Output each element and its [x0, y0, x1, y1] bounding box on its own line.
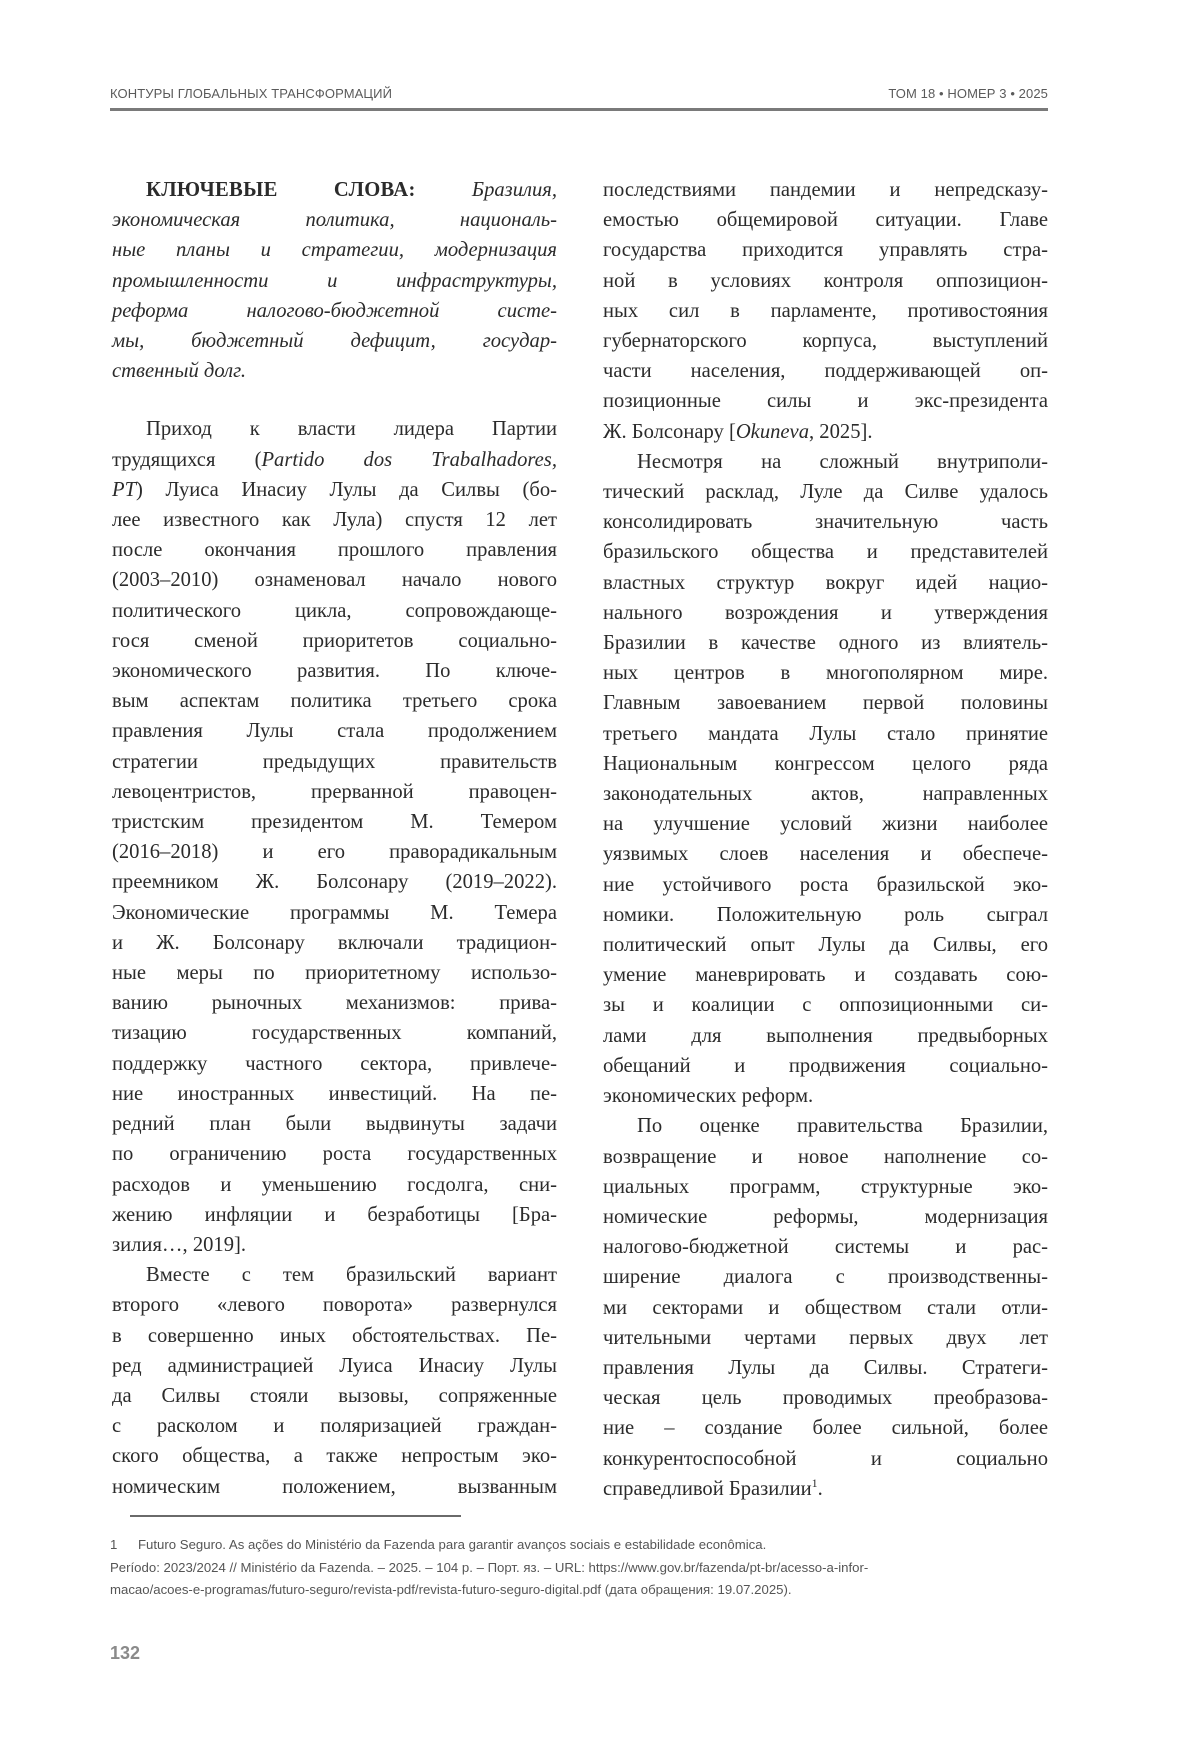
text-line: налогово-бюджетной системы и рас-: [603, 1236, 1048, 1259]
text-line: губернаторского корпуса, выступлений: [603, 330, 1048, 353]
text-line: чительными чертами первых двух лет: [603, 1326, 1048, 1349]
text-line: левоцентристов, прерванной правоцен-: [112, 780, 557, 803]
text-segment: экономическая политика, националь-: [112, 209, 557, 232]
text-segment: Okuneva: [735, 420, 809, 443]
footnote-text: Futuro Seguro. As ações do Ministério da Fazenda para garantir avanços sociais e estabilidade econômica.: [138, 1537, 767, 1552]
text-segment: промышленности и инфраструктуры,: [112, 269, 557, 292]
text-line: ванию рыночных механизмов: прива-: [112, 992, 557, 1015]
text-line: ных сил в парламенте, противостояния: [603, 299, 1048, 322]
text-line: [112, 326, 557, 356]
paragraph: [603, 1111, 1048, 1504]
text-line: Национальным конгрессом целого ряда: [603, 752, 1048, 775]
text-line: на улучшение условий жизни наиболее: [603, 813, 1048, 836]
text-segment: PT: [112, 478, 137, 501]
footnote-line-3: macao/acoes-e-programas/futuro-seguro/revista-pdf/revista-futuro-seguro-digital.pdf (дата обращения: 19.07.2025).: [110, 1582, 792, 1597]
text-line: (2003–2010) ознаменовал начало нового: [112, 569, 557, 592]
text-line: ческая цель проводимых преобразова-: [603, 1387, 1048, 1410]
text-line: Вместе с тем бразильский вариант: [146, 1264, 557, 1287]
text-line: зилия…, 2019].: [112, 1233, 247, 1256]
text-line: [112, 445, 557, 475]
text-line: номики. Положительную роль сыграл: [603, 903, 1048, 926]
text-line: ние иностранных инвестиций. На пе-: [112, 1082, 557, 1105]
text-line: экономического развития. По ключе-: [112, 660, 557, 683]
text-line: Бразилии в качестве одного из влиятель-: [603, 632, 1048, 655]
text-line: [112, 356, 557, 386]
footnote-number: 1: [110, 1537, 118, 1552]
text-line: по ограничению роста государственных: [112, 1143, 557, 1166]
text-line: лее известного как Лула) спустя 12 лет: [112, 509, 557, 532]
text-line: тизацию государственных компаний,: [112, 1022, 557, 1045]
footnote: [110, 1534, 1050, 1602]
text-line: [112, 205, 557, 235]
text-line: в совершенно иных обстоятельствах. Пе-: [112, 1324, 557, 1347]
text-segment: Partido dos Trabalhadores,: [261, 448, 557, 471]
text-line: да Силвы стояли вызовы, сопряженные: [112, 1384, 557, 1407]
text-line: преемником Ж. Болсонару (2019–2022).: [112, 871, 557, 894]
text-line: обещаний и продвижения социально-: [603, 1054, 1048, 1077]
text-line: ми секторами и обществом стали отли-: [603, 1296, 1048, 1319]
text-line: ского общества, а также непростым эко-: [112, 1445, 557, 1468]
text-segment: , 2025].: [809, 420, 873, 443]
text-line: конкурентоспособной и социально: [603, 1447, 1048, 1470]
text-line: номические реформы, модернизация: [603, 1205, 1048, 1228]
text-line: второго «левого поворота» развернулся: [112, 1294, 557, 1317]
text-line: государства приходится управлять стра-: [603, 239, 1048, 262]
keywords-block: [112, 175, 557, 386]
text-line: умение маневрировать и создавать сою-: [603, 964, 1048, 987]
keywords-label: КЛЮЧЕВЫЕ СЛОВА:: [146, 179, 472, 201]
text-line: ные меры по приоритетному использо-: [112, 962, 557, 985]
text-line: части населения, поддерживающей оп-: [603, 360, 1048, 383]
text-line: [112, 296, 557, 326]
text-line: циальных программ, структурные эко-: [603, 1175, 1048, 1198]
text-line: Экономические программы М. Темера: [112, 901, 557, 924]
text-line: [112, 266, 557, 296]
text-segment: мы, бюджетный дефицит, государ-: [112, 330, 557, 353]
text-line: экономических реформ.: [603, 1085, 814, 1108]
right-column: [603, 175, 1048, 1504]
text-line: ных центров в многополярном мире.: [603, 662, 1048, 685]
text-line: лами для выполнения предвыборных: [603, 1024, 1048, 1047]
left-column: [112, 175, 557, 1502]
text-line: [603, 417, 1048, 447]
text-line: ние устойчивого роста бразильской эко-: [603, 873, 1048, 896]
text-line: Несмотря на сложный внутриполи-: [637, 450, 1048, 473]
text-segment: ственный долг.: [112, 360, 247, 383]
paragraph: [603, 175, 1048, 447]
text-line: По оценке правительства Бразилии,: [637, 1115, 1048, 1138]
text-segment: ) Луиса Инасиу Лулы да Силвы (бо-: [136, 478, 557, 501]
text-line: бразильского общества и представителей: [603, 541, 1048, 564]
text-line: с расколом и поляризацией граждан-: [112, 1415, 557, 1438]
text-line: последствиями пандемии и непредсказу-: [603, 179, 1048, 201]
text-line: зы и коалиции с оппозиционными си-: [603, 994, 1048, 1017]
text-line: возвращение и новое наполнение со-: [603, 1145, 1048, 1168]
text-line: номическим положением, вызванным: [112, 1475, 557, 1498]
text-line: консолидировать значительную часть: [603, 511, 1048, 534]
text-line: ной в условиях контроля оппозицион-: [603, 269, 1048, 292]
text-line: властных структур вокруг идей нацио-: [603, 571, 1048, 594]
text-line: расходов и уменьшению госдолга, сни-: [112, 1173, 557, 1196]
text-segment: справедливой Бразилии: [603, 1477, 812, 1500]
header-rule: [110, 108, 1048, 111]
text-line: редний план были выдвинуты задачи: [112, 1113, 557, 1136]
text-line: политический опыт Лулы да Силвы, его: [603, 934, 1048, 957]
text-line: [112, 235, 557, 265]
paragraph: [112, 1260, 557, 1502]
text-line: тристским президентом М. Темером: [112, 811, 557, 834]
footnote-ref: 1: [811, 1475, 818, 1490]
footnote-line-1: [110, 1534, 1050, 1557]
text-segment: Ж. Болсонару [: [603, 420, 736, 443]
text-line: Главным завоеванием первой половины: [603, 692, 1048, 715]
text-line: и Ж. Болсонару включали традицион-: [112, 931, 557, 954]
text-segment: .: [817, 1477, 823, 1500]
paragraph: [112, 414, 557, 1260]
text-segment: Бразилия,: [471, 179, 557, 201]
running-header-journal: КОНТУРЫ ГЛОБАЛЬНЫХ ТРАНСФОРМАЦИЙ: [110, 86, 393, 101]
text-line: поддержку частного сектора, привлече-: [112, 1052, 557, 1075]
text-line: законодательных актов, направленных: [603, 783, 1048, 806]
running-header-issue: ТОМ 18 • НОМЕР 3 • 2025: [888, 86, 1048, 101]
text-line: третьего мандата Лулы стало принятие: [603, 722, 1048, 745]
paragraph: [603, 447, 1048, 1111]
text-line: политического цикла, сопровождающе-: [112, 599, 557, 622]
text-line: после окончания прошлого правления: [112, 539, 557, 562]
text-line: жению инфляции и безработицы [Бра-: [112, 1203, 557, 1226]
text-line: позиционные силы и экс-президента: [603, 390, 1048, 413]
text-segment: реформа налогово-бюджетной систе-: [112, 299, 557, 322]
text-line: [112, 175, 557, 205]
text-line: (2016–2018) и его праворадикальным: [112, 841, 557, 864]
text-line: [112, 475, 557, 505]
text-line: тический расклад, Луле да Силве удалось: [603, 481, 1048, 504]
text-line: правления Лулы стала продолжением: [112, 720, 557, 743]
text-line: ние – создание более сильной, более: [603, 1417, 1048, 1440]
page-number: 132: [110, 1643, 141, 1663]
text-line: емостью общемировой ситуации. Главе: [603, 209, 1048, 232]
text-line: уязвимых слоев населения и обеспече-: [603, 843, 1048, 866]
text-line: правления Лулы да Силвы. Стратеги-: [603, 1356, 1048, 1379]
text-line: [603, 1474, 1048, 1504]
text-segment: трудящихся (: [112, 448, 262, 471]
footnote-line-2: Período: 2023/2024 // Ministério da Fazenda. – 2025. – 104 p. – Порт. яз. – URL: https://www.gov.br/fazenda/pt-br/acesso-a-infor-: [110, 1559, 869, 1575]
text-segment: ные планы и стратегии, модернизация: [112, 239, 557, 262]
footnote-separator: [130, 1515, 461, 1517]
text-line: гося сменой приоритетов социально-: [112, 629, 557, 652]
text-line: Приход к власти лидера Партии: [146, 418, 557, 441]
text-line: вым аспектам политика третьего срока: [112, 690, 557, 713]
text-line: нального возрождения и утверждения: [603, 601, 1048, 624]
text-line: стратегии предыдущих правительств: [112, 750, 557, 773]
text-line: ширение диалога с производственны-: [603, 1266, 1048, 1289]
text-line: ред администрацией Луиса Инасиу Лулы: [112, 1354, 557, 1377]
